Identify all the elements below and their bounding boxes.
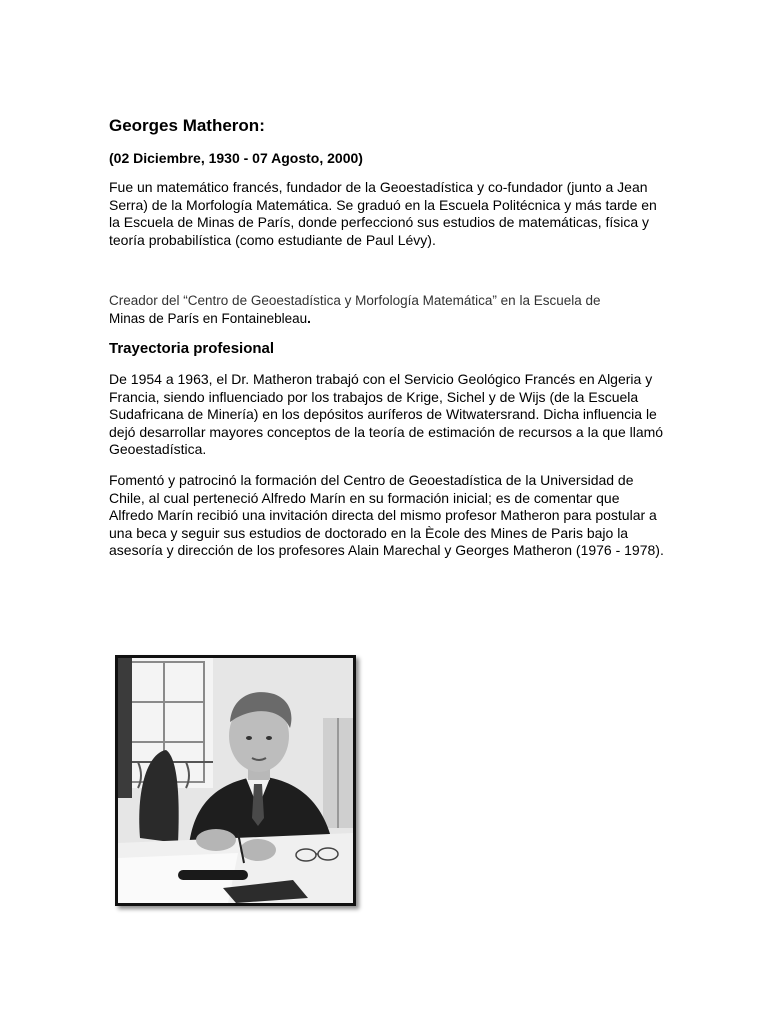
section-heading: Trayectoria profesional	[109, 340, 275, 357]
creator-text-part2: Minas de París en Fontainebleau	[109, 310, 308, 326]
portrait-illustration	[118, 658, 353, 903]
creator-text-part1: Creador del “Centro de Geoestadística y Morfología Matemática” en la Escuela de	[109, 293, 601, 308]
creator-period: .	[307, 310, 311, 326]
career-paragraph: De 1954 a 1963, el Dr. Matheron trabajó con el Servicio Geológico Francés en Algeria y Francia, siendo influenciado por los trabajos de Krige, Sichel y de Wijs (de la Escuela Sudafricana de Minería) en los depósitos auríferos de Witwatersrand. Dicha influencia le dejó desarrollar mayores conceptos de la teoría de estimación de recursos a la que llamó Geoestadística.	[109, 371, 664, 457]
page-title: Georges Matheron:	[109, 116, 265, 135]
creator-paragraph	[109, 292, 649, 327]
life-dates: (02 Diciembre, 1930 - 07 Agosto, 2000)	[109, 150, 363, 166]
intro-paragraph: Fue un matemático francés, fundador de la Geoestadística y co-fundador (junto a Jean Serra) de la Morfología Matemática. Se graduó en la Escuela Politécnica y más tarde en la Escuela de Minas de París, donde perfeccionó sus estudios de matemáticas, física y teoría probabilística (como estudiante de Paul Lévy).	[109, 179, 657, 248]
chile-paragraph: Fomentó y patrocinó la formación del Centro de Geoestadística de la Universidad de Chile, al cual perteneció Alfredo Marín en su formación inicial; es de comentar que Alfredo Marín recibió una invitación directa del mismo profesor Matheron para postular a una beca y seguir sus estudios de doctorado en la Ècole des Mines de Paris bajo la asesoría y dirección de los profesores Alain Marechal y Georges Matheron (1976 - 1978).	[109, 472, 664, 558]
portrait-photo	[115, 655, 356, 906]
